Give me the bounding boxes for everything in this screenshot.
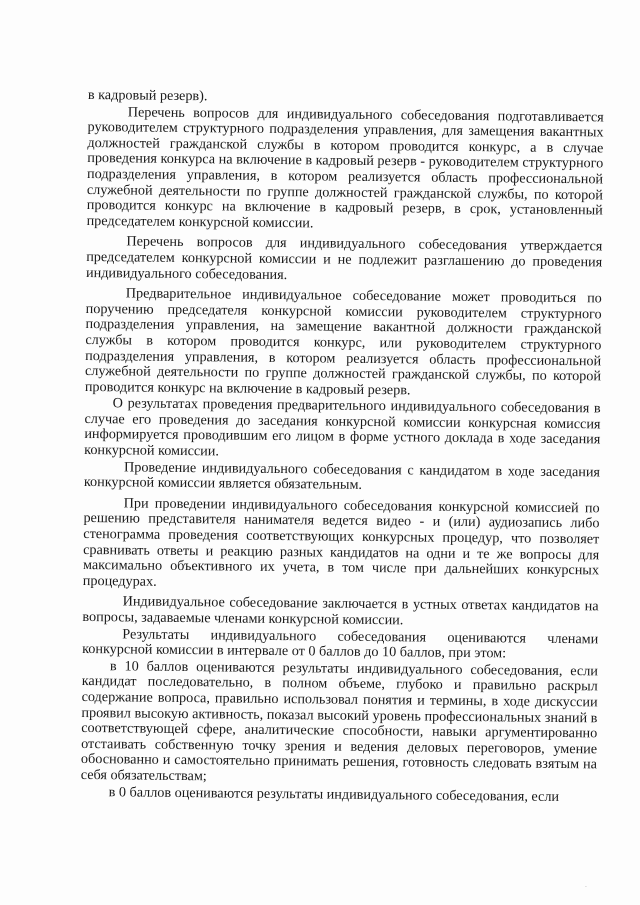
paragraph-preliminary-interview: Предварительное индивидуальное собеседование может проводиться по поручению председателя конкурсной комиссии руководителем структурного подразделения управления, на замещение вакантной должности гражданской службы в котором проводится конкурс, или руководителем структурного подразделения управления, в котором реализуется область профессиональной служебной деятельности по группе должностей гражданской службы, по которой проводится конкурс на включение в кадровый резерв. [84,285,602,399]
paragraph-interview-mandatory: Проведение индивидуального собеседования с кандидатом в ходе заседания конкурсной комиссии является обязательным. [83,459,601,494]
scan-artifact: · [585,884,587,891]
paragraph-video-recording: При проведении индивидуального собеседования конкурсной комиссией по решению представителя нанимателя ведется видео - и (или) аудиозапись либо стенограмма проведения соответствующих конкурсных процедур, что позволяет сравнивать ответы и реакцию разных кандидатов на одни и те же вопросы для максимально объективного их учета, в том числе при дальнейших конкурсных процедурах. [82,495,600,590]
paragraph-question-list-preparation: Перечень вопросов для индивидуального собеседования подготавливается руководителем структурного подразделения управления, для замещения вакантных должностей гражданской службы в котором проводится конкурс, а в случае проведения конкурса на включение в кадровый резерв - руководителем структурного подразделения управления, в котором реализуется область профессиональной служебной деятельности по группе должностей гражданской службы, по которой проводится конкурс на включение в кадровый резерв, в срок, установленный председателем конкурсной комиссии. [86,104,604,232]
paragraph-continuation: в кадровый резерв). [87,87,208,105]
paragraph-question-list-approval: Перечень вопросов для индивидуального собеседования утверждается председателем конкурсной комиссии и не подлежит разглашению до проведения индивидуального собеседования. [85,233,603,283]
paragraph-scoring-scale: Результаты индивидуального собеседования оцениваются членами конкурсной комиссии в интервале от 0 баллов до 10 баллов, при этом: [82,625,599,662]
paragraph-score-0: в 0 баллов оцениваются результаты индивидуального собеседования, если [108,783,560,805]
paragraph-preliminary-results: О результатах проведения предварительного индивидуального собеседования в случае его проведения до заседания конкурсной комиссии конкурсная комиссия информируется проводившим его лицом в форме устного доклада в ходе заседания конкурсной комиссии. [84,395,601,460]
paragraph-score-10: в 10 баллов оцениваются результаты индивидуального собеседования, если кандидат последовательно, в полном объеме, глубоко и правильно раскрыл содержание вопроса, правильно использовал понятия и термины, в ходе дискуссии проявил высокую активность, показал высокий уровень профессиональных знаний в соответствующей сфере, аналитические способности, навыки аргументированно отстаивать собственную точку зрения и ведения деловых переговоров, умение обоснованно и самостоятельно принимать решения, готовность следовать взятым на себя обязательствам; [80,658,599,785]
paragraph-interview-definition: Индивидуальное собеседование заключается в устных ответах кандидатов на вопросы, задаваемые членами конкурсной комиссии. [82,593,599,629]
document-body [81,88,604,806]
